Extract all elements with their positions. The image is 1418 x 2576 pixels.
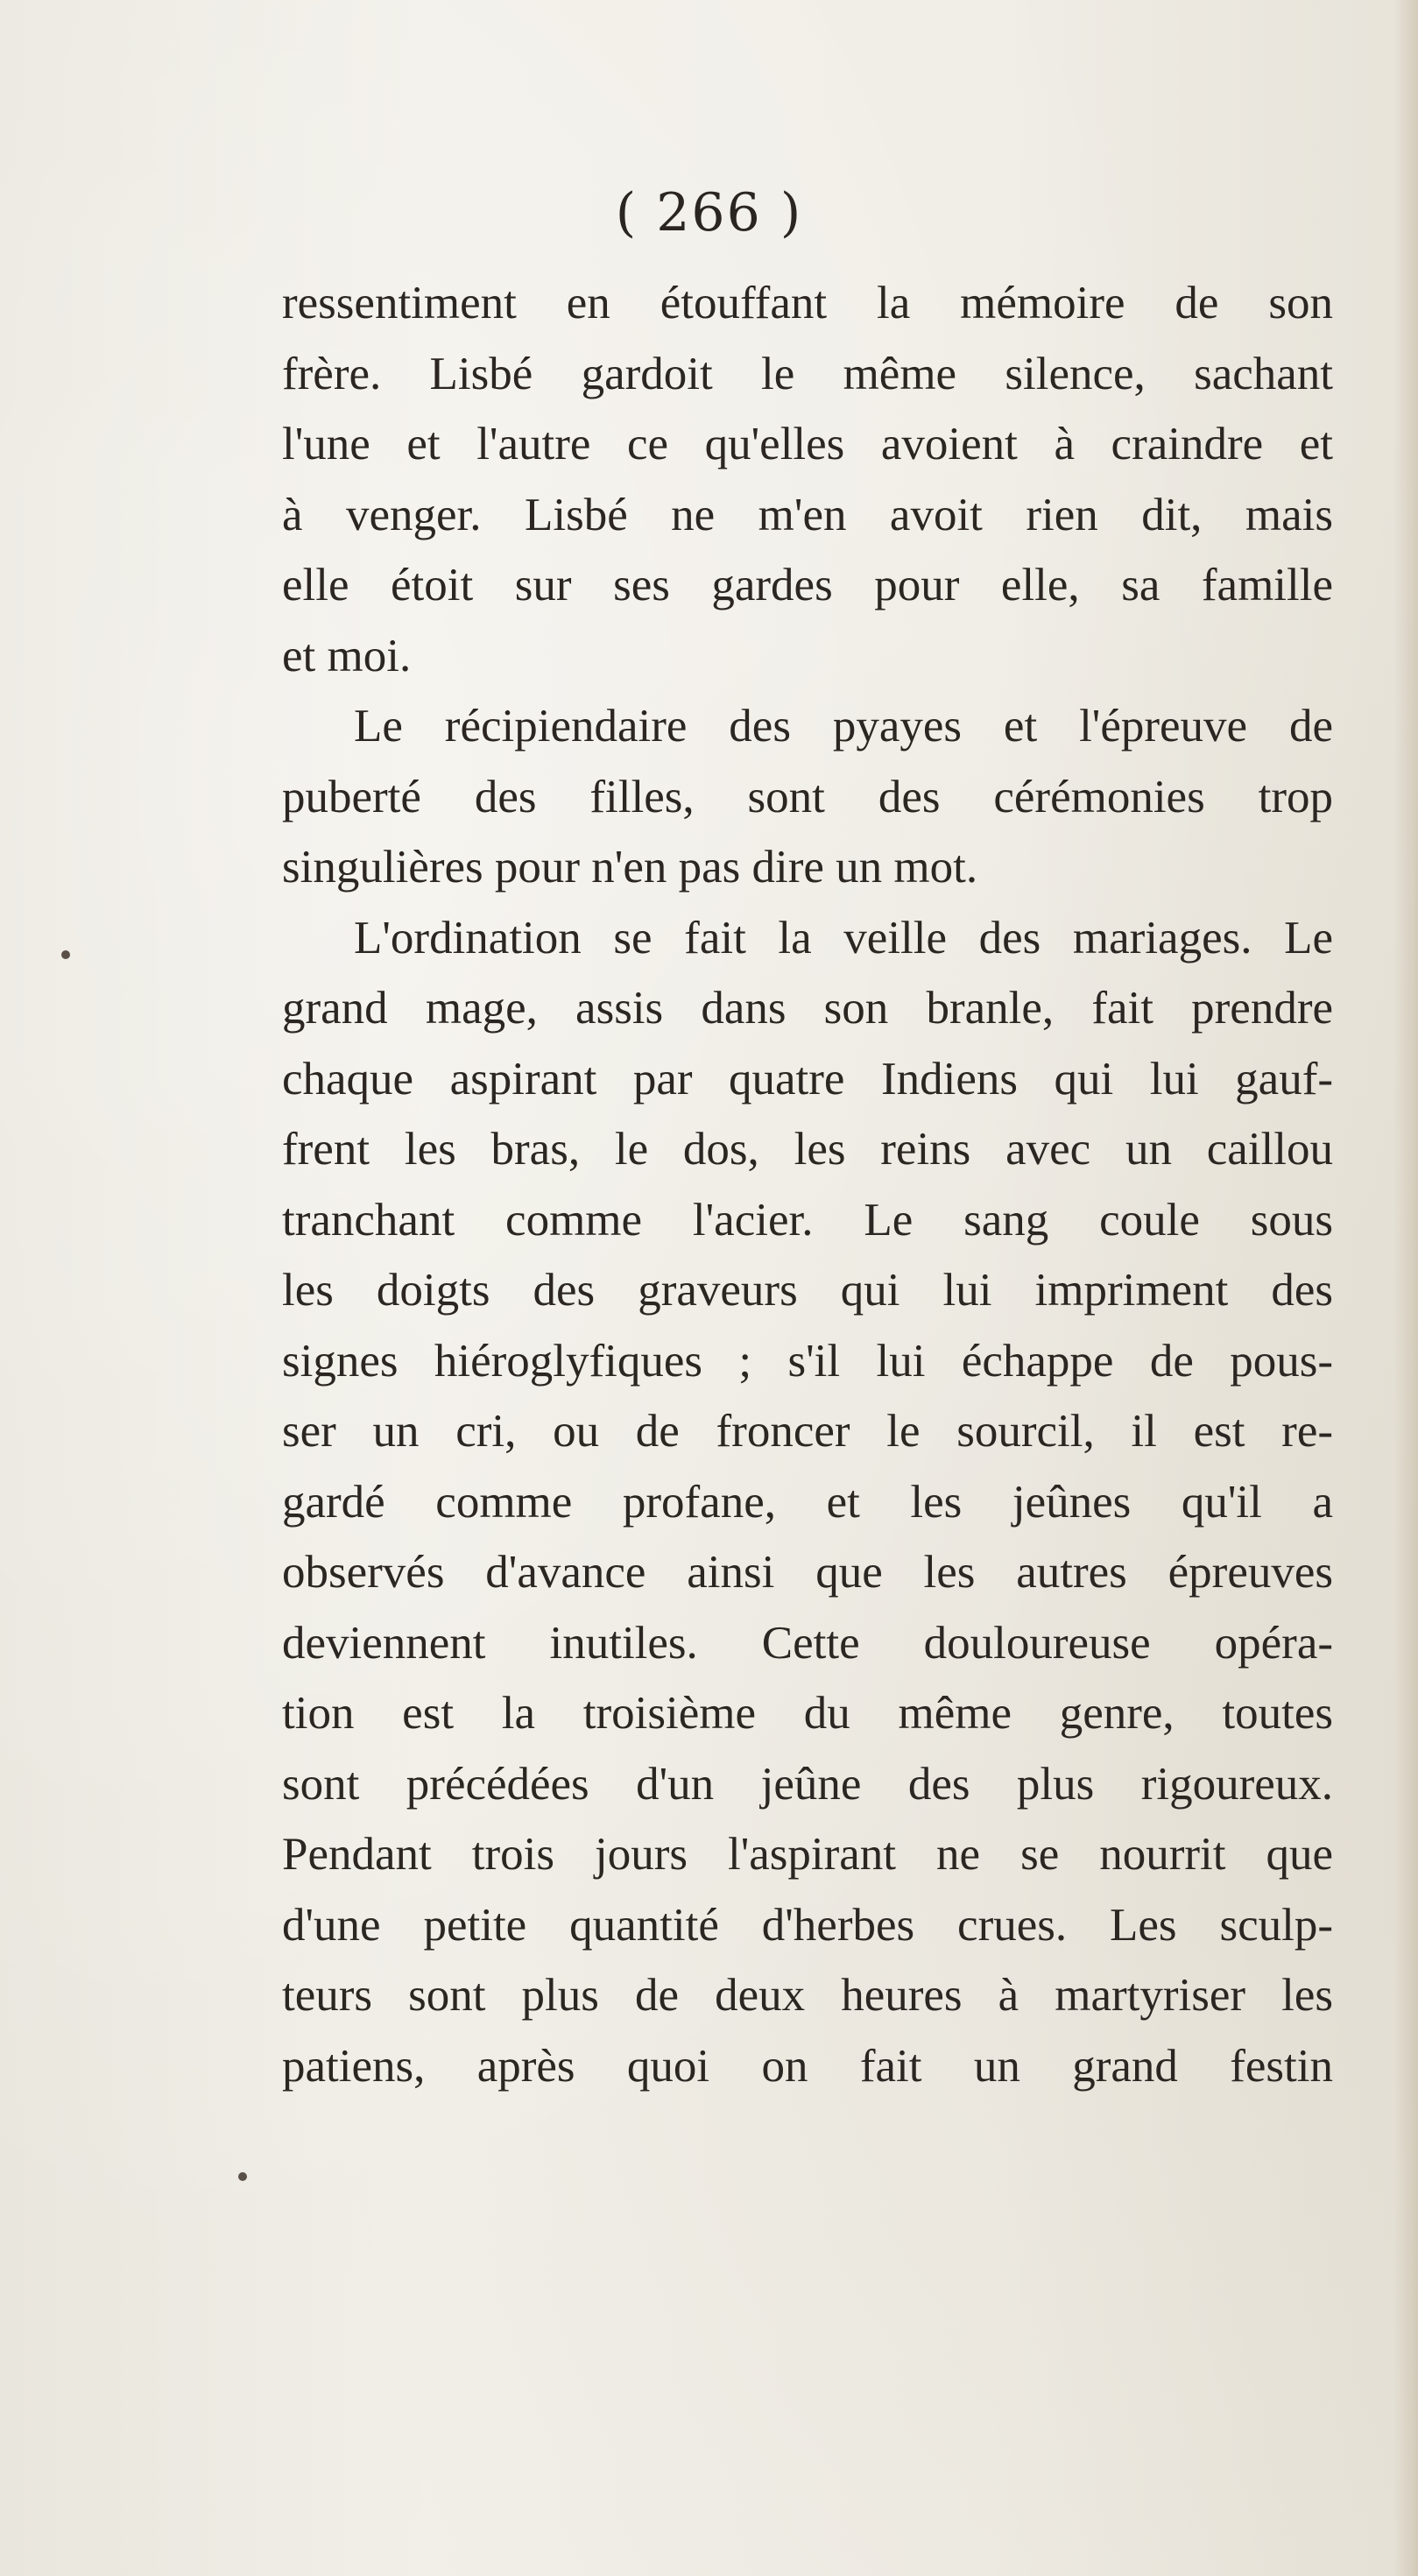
text-line: les doigts des graveurs qui lui impriment des (282, 1265, 1333, 1316)
text-line: patiens, après quoi on fait un grand festin (282, 2040, 1333, 2092)
body-text (282, 268, 1333, 2101)
paragraph-first-line: Le récipiendaire des pyayes et l'épreuve de (354, 701, 1333, 752)
text-line: ser un cri, ou de froncer le sourcil, il est re- (282, 1406, 1333, 1457)
text-line: et moi. (282, 630, 412, 681)
text-line: deviennent inutiles. Cette douloureuse opéra- (282, 1617, 1333, 1669)
text-line: tranchant comme l'acier. Le sang coule sous (282, 1194, 1333, 1246)
text-line: observés d'avance ainsi que les autres épreuves (282, 1547, 1333, 1598)
ink-speck (238, 2172, 247, 2181)
text-line: elle étoit sur ses gardes pour elle, sa famille (282, 560, 1333, 610)
text-line: frent les bras, le dos, les reins avec un caillou (282, 1124, 1333, 1175)
text-line: frère. Lisbé gardoit le même silence, sachant (282, 348, 1333, 399)
text-line: gardé comme profane, et les jeûnes qu'il a (282, 1476, 1333, 1528)
text-line: l'une et l'autre ce qu'elles avoient à craindre et (282, 419, 1333, 469)
paragraph-first-line: L'ordination se fait la veille des mariages. Le (354, 912, 1333, 963)
text-line: tion est la troisième du même genre, toutes (282, 1688, 1333, 1739)
text-line: à venger. Lisbé ne m'en avoit rien dit, mais (282, 489, 1333, 540)
text-line: signes hiéroglyfiques ; s'il lui échappe de pous- (282, 1335, 1333, 1387)
text-line: grand mage, assis dans son branle, fait prendre (282, 983, 1333, 1034)
text-line: ressentiment en étouffant la mémoire de son (282, 278, 1333, 328)
text-line: sont précédées d'un jeûne des plus rigoureux. (282, 1758, 1333, 1810)
text-line: singulières pour n'en pas dire un mot. (282, 842, 978, 893)
text-line: d'une petite quantité d'herbes crues. Les sculp- (282, 1899, 1333, 1951)
text-line: teurs sont plus de deux heures à martyriser les (282, 1970, 1333, 2021)
text-line: puberté des filles, sont des cérémonies trop (282, 771, 1333, 822)
ink-speck (61, 950, 70, 959)
text-line: chaque aspirant par quatre Indiens qui lui gauf- (282, 1053, 1333, 1105)
page-edge-shadow (1393, 0, 1418, 2576)
text-line: Pendant trois jours l'aspirant ne se nourrit que (282, 1829, 1333, 1880)
page-number: ( 266 ) (615, 182, 803, 243)
